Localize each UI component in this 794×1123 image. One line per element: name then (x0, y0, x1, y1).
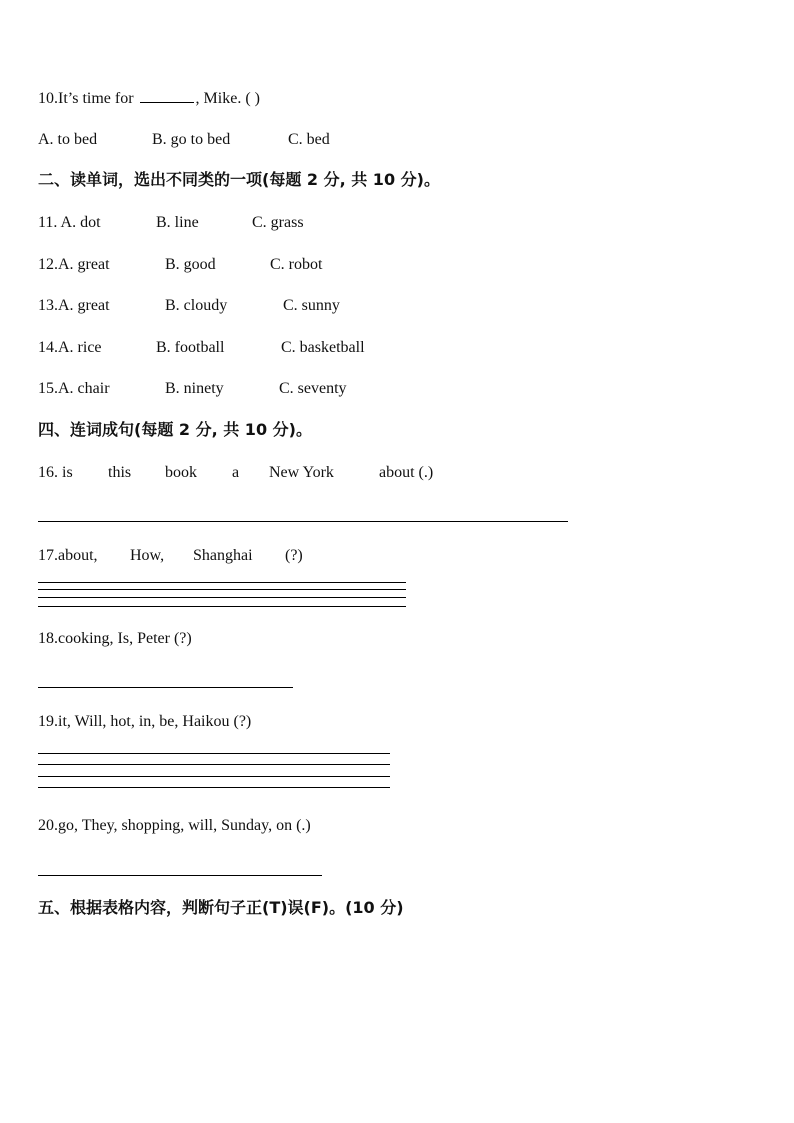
answer-line[interactable] (38, 687, 293, 688)
question-number: 12 (38, 256, 54, 273)
question-10-suffix: , Mike. ( ) (195, 90, 260, 107)
question-14 (38, 338, 365, 358)
question-number: 17 (38, 547, 54, 564)
answer-line[interactable] (38, 764, 390, 765)
option-c[interactable]: C. robot (270, 256, 323, 273)
question-13 (38, 296, 340, 316)
option-b[interactable]: B. ninety (165, 380, 224, 397)
question-number: 11 (38, 214, 54, 231)
word-token: Shanghai (193, 547, 253, 564)
option-a[interactable]: A. to bed (38, 131, 98, 148)
word-token: a (232, 464, 240, 481)
word-token: this (108, 464, 132, 481)
section-2-heading: 二、读单词，选出不同类的一项(每题 2 分, 共 10 分)。 (38, 170, 440, 189)
answer-line[interactable] (38, 787, 390, 788)
answer-blank[interactable] (140, 88, 194, 103)
option-a[interactable]: . A. dot (53, 214, 101, 231)
answer-line[interactable] (38, 597, 406, 598)
option-c[interactable]: C. seventy (279, 380, 347, 397)
answer-line[interactable] (38, 521, 568, 522)
question-10-options (38, 130, 330, 150)
option-a[interactable]: .A. chair (54, 380, 110, 397)
option-c[interactable]: C. grass (252, 214, 304, 231)
question-15 (38, 379, 347, 399)
question-19: 19.it, Will, hot, in, be, Haikou (?) (38, 713, 252, 730)
word-token: (?) (285, 547, 303, 564)
question-20: 20.go, They, shopping, will, Sunday, on (.) (38, 817, 311, 834)
section-5-heading: 五、根据表格内容，判断句子正(T)误(F)。(10 分) (38, 898, 404, 917)
section-4-heading: 四、连词成句(每题 2 分, 共 10 分)。 (38, 420, 312, 439)
option-b[interactable]: B. good (165, 256, 216, 273)
question-10-prefix: 10.It’s time for (38, 90, 134, 107)
question-number: 14 (38, 339, 54, 356)
word-token: about (.) (379, 464, 434, 481)
answer-line[interactable] (38, 589, 406, 590)
answer-line[interactable] (38, 875, 322, 876)
option-b[interactable]: B. football (156, 339, 225, 356)
word-token: New York (269, 464, 334, 481)
word-token: .about, (54, 547, 98, 564)
question-12 (38, 255, 322, 275)
option-b[interactable]: B. cloudy (165, 297, 228, 314)
option-c[interactable]: C. sunny (283, 297, 340, 314)
option-c[interactable]: C. basketball (281, 339, 365, 356)
word-token: . is (54, 464, 73, 481)
option-b[interactable]: B. line (156, 214, 199, 231)
question-16 (38, 463, 433, 483)
answer-line[interactable] (38, 582, 406, 583)
question-18: 18.cooking, Is, Peter (?) (38, 630, 192, 647)
question-number: 13 (38, 297, 54, 314)
question-11 (38, 213, 304, 233)
question-10 (38, 88, 260, 109)
word-token: book (165, 464, 197, 481)
option-c[interactable]: C. bed (288, 131, 330, 148)
option-a[interactable]: .A. great (54, 256, 110, 273)
question-number: 16 (38, 464, 54, 481)
word-token: How, (130, 547, 165, 564)
answer-line[interactable] (38, 776, 390, 777)
question-17 (38, 546, 303, 566)
answer-line[interactable] (38, 753, 390, 754)
question-number: 15 (38, 380, 54, 397)
option-a[interactable]: .A. rice (54, 339, 102, 356)
answer-line[interactable] (38, 606, 406, 607)
option-b[interactable]: B. go to bed (152, 131, 231, 148)
option-a[interactable]: .A. great (54, 297, 110, 314)
